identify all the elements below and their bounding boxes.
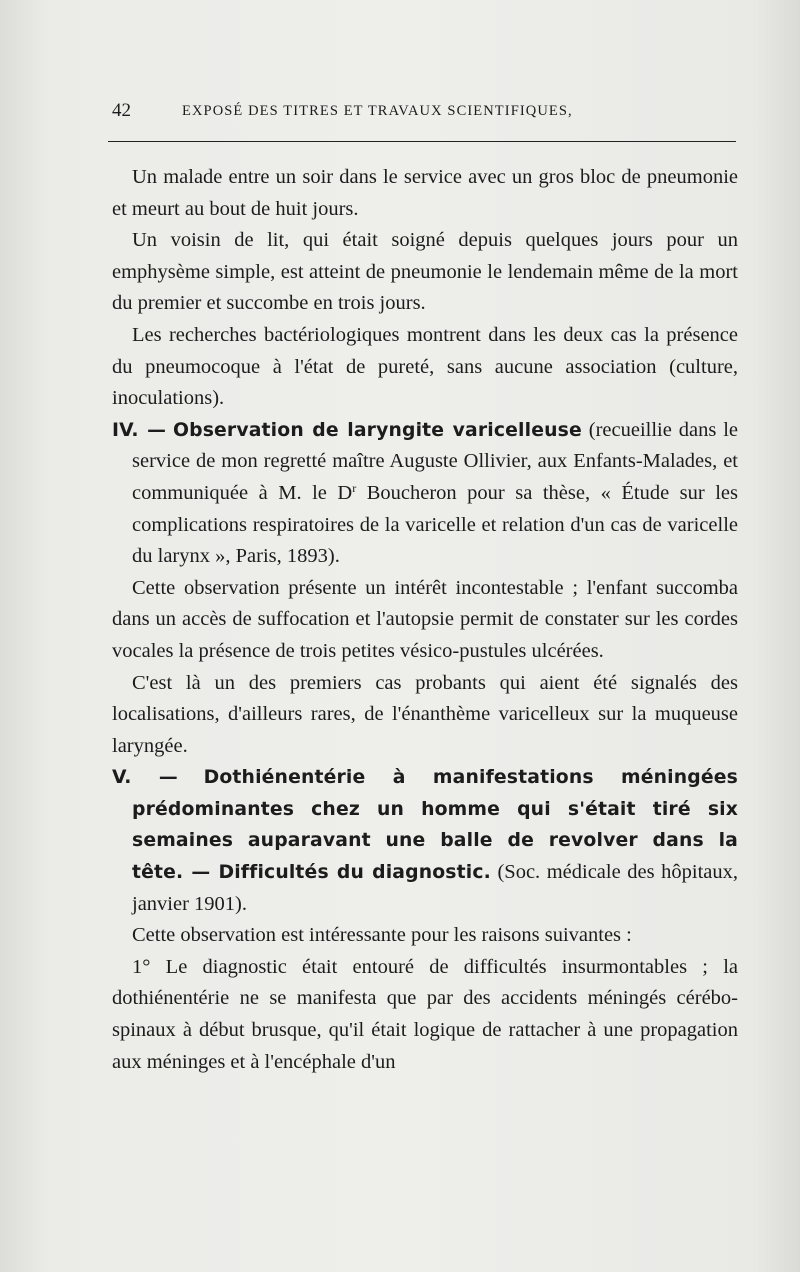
section-iv-text-b: Boucheron pour sa thèse, « Étude sur les complications respiratoires de la varicelle et relation d'un cas de varicelle du larynx », Paris, 1893). (132, 481, 739, 568)
paragraph-2: Un voisin de lit, qui était soigné depuis quelques jours pour un emphysème simple, est atteint de pneumonie le lendemain même de la mort du premier et succombe en trois jours. (112, 229, 738, 315)
section-v-label: V. — (112, 767, 178, 789)
paragraph-1: Un malade entre un soir dans le service avec un gros bloc de pneumonie et meurt au bout de huit jours. (112, 166, 738, 220)
running-title: EXPOSÉ DES TITRES ET TRAVAUX SCIENTIFIQUES, (182, 103, 573, 119)
paragraph-3: Les recherches bactériologiques montrent dans les deux cas la présence du pneumocoque à l'état de pureté, sans aucune association (culture, inoculations). (112, 323, 738, 410)
header-rule (108, 141, 736, 142)
section-iv (112, 415, 738, 573)
section-iv-text-a: (recueillie dans le service de mon regretté maître Auguste Ollivier, aux Enfants-Malades, et communiquée à M. le D (132, 418, 739, 504)
paragraph-6: Cette observation est intéressante pour les raisons suivantes : (132, 924, 632, 947)
section-iv-superscript: r (352, 480, 357, 495)
paragraph-4: Cette observation présente un intérêt incontestable ; l'enfant succomba dans un accès de suffocation et l'autopsie permit de constater sur les cordes vocales la présence de trois petites vésico-pustules ulcérées. (112, 576, 738, 662)
section-iv-title: Observation de laryngite varicelleuse (173, 419, 582, 441)
running-header (112, 100, 740, 128)
section-v-text: (Soc. médicale des hôpitaux, janvier 1901). (132, 861, 738, 915)
section-iv-label: IV. — (112, 419, 167, 441)
section-v-title: Dothiénentérie à manifestations méningées prédominantes chez un homme qui s'était tiré six semaines auparavant une balle de revolver dans la tête. — Difficultés du diagnostic. (132, 767, 738, 884)
paragraph-7: 1° Le diagnostic était entouré de difficultés insurmontables ; la dothiénentérie ne se manifesta que par des accidents méningés cérébo-spinaux à début brusque, qu'il était logique de rattacher à une propagation aux méninges et à l'encéphale d'un (112, 955, 738, 1073)
body-text (112, 162, 738, 1078)
section-v (112, 762, 738, 920)
page-number: 42 (112, 100, 131, 121)
paragraph-5: C'est là un des premiers cas probants qui aient été signalés des localisations, d'ailleurs rares, de l'énanthème varicelleux sur la muqueuse laryngée. (112, 671, 738, 757)
